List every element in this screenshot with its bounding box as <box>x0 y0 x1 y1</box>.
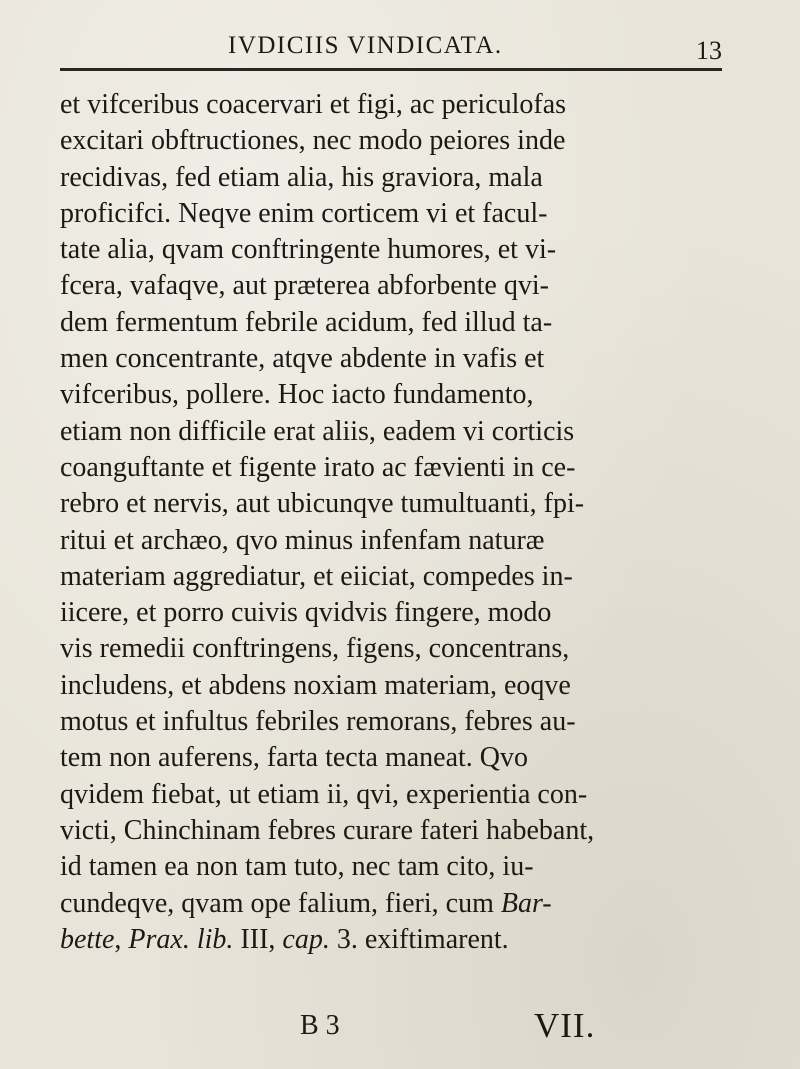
running-title: IVDICIIS VINDICATA. <box>228 32 503 59</box>
text-line: fcera, vafaqve, aut præterea abforbente qvi- <box>60 270 549 302</box>
text-fragment: cundeqve, qvam ope falium, fieri, cum <box>60 887 494 919</box>
separator: , <box>268 923 283 955</box>
text-line: coanguftante et figente irato ac fævienti in ce- <box>60 451 576 483</box>
author-name: Bar- <box>500 887 552 919</box>
text-line: proficifci. Neqve enim corticem vi et facul- <box>60 197 548 229</box>
text-line: ritui et archæo, qvo minus infenfam naturæ <box>60 524 545 556</box>
book-number: III <box>233 923 269 955</box>
work-citation: Prax. lib. <box>128 923 234 955</box>
text-line: iicere, et porro cuivis qvidvis fingere, modo <box>60 597 552 629</box>
catchword: VII. <box>534 1006 596 1045</box>
chapter-citation: cap. <box>282 923 330 955</box>
text-line: tem non auferens, farta tecta maneat. Qvo <box>60 742 529 774</box>
text-line: materiam aggrediatur, et eiiciat, compedes in- <box>60 560 573 592</box>
text-line: vis remedii conftringens, figens, concentrans, <box>60 633 570 665</box>
text-line <box>60 922 740 958</box>
text-line: men concentrante, atqve abdente in vafis et <box>60 343 545 375</box>
text-line: rebro et nervis, aut ubicunqve tumultuanti, fpi- <box>60 488 585 520</box>
text-line: victi, Chinchinam febres curare fateri habebant, <box>60 814 595 846</box>
text-line: excitari obftructiones, nec modo peiores inde <box>60 125 566 157</box>
text-line: et vifceribus coacervari et figi, ac periculofas <box>60 89 567 120</box>
text-line: motus et infultus febriles remorans, febres au- <box>60 706 576 738</box>
page-footer <box>60 1006 740 1056</box>
author-name-cont: bette <box>60 923 115 955</box>
signature-mark: B 3 <box>300 1010 340 1041</box>
text-line: etiam non difficile erat aliis, eadem vi corticis <box>60 415 575 447</box>
text-line: tate alia, qvam conftringente humores, et vi- <box>60 234 557 266</box>
separator: , <box>114 923 129 955</box>
text-line: recidivas, fed etiam alia, his graviora, mala <box>60 161 543 193</box>
text-line <box>60 886 740 922</box>
text-line: qvidem fiebat, ut etiam ii, qvi, experientia con- <box>60 778 588 810</box>
page-number: 13 <box>696 36 722 65</box>
header-rule <box>60 68 722 71</box>
text-line: includens, et abdens noxiam materiam, eoqve <box>60 669 571 701</box>
text-fragment: 3. exiftimarent. <box>329 923 509 955</box>
text-line: dem fermentum febrile acidum, fed illud ta- <box>60 306 553 338</box>
text-line: id tamen ea non tam tuto, nec tam cito, iu- <box>60 851 534 883</box>
body-text <box>60 87 740 958</box>
text-line: vifceribus, pollere. Hoc iacto fundamento, <box>60 379 534 411</box>
page-header <box>60 28 722 78</box>
